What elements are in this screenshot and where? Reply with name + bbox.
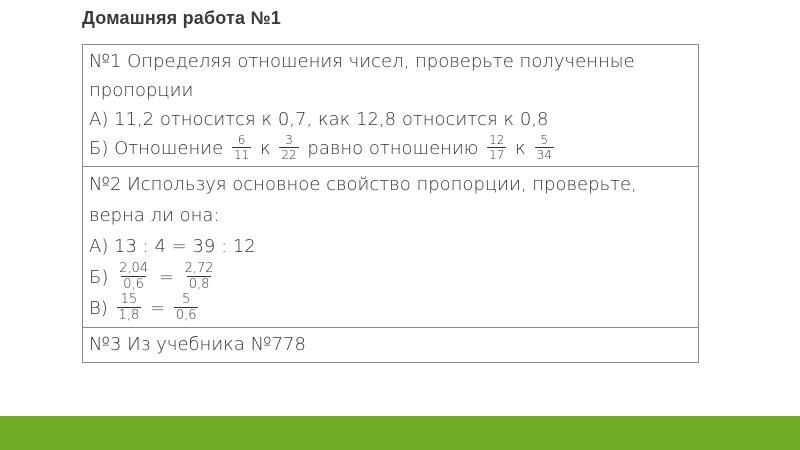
fraction-denominator: 0,6 bbox=[175, 308, 197, 323]
fraction-numerator: 15 bbox=[120, 292, 138, 307]
fraction-15-over-1-8 bbox=[117, 293, 142, 323]
fraction-5-34 bbox=[535, 134, 554, 162]
task-2-line-2: верна ли она: bbox=[89, 205, 220, 226]
task-1-item-b bbox=[89, 134, 692, 163]
task-3-cell bbox=[83, 328, 699, 363]
fraction-numerator: 6 bbox=[237, 133, 246, 147]
task-3-row bbox=[83, 328, 699, 363]
fraction-numerator: 2,04 bbox=[119, 261, 149, 276]
fraction-3-22 bbox=[279, 134, 298, 162]
fraction-denominator: 34 bbox=[536, 148, 552, 162]
task-1-item-a: А) 11,2 относится к 0,7, как 12,8 относится к 0,8 bbox=[89, 109, 549, 130]
page-title: Домашняя работа №1 bbox=[82, 8, 281, 28]
fraction-5-over-0-6 bbox=[174, 293, 199, 323]
task-1-item-b-middle: равно отношению bbox=[307, 138, 479, 159]
fraction-12-17 bbox=[487, 134, 506, 162]
task-3-text: №3 Из учебника №778 bbox=[89, 334, 306, 355]
task-2-item-b-label: Б) bbox=[89, 267, 109, 288]
task-1-row bbox=[83, 45, 699, 167]
fraction-numerator: 5 bbox=[182, 292, 191, 307]
fraction-2-04-over-0-6 bbox=[117, 262, 150, 292]
fraction-numerator: 2,72 bbox=[184, 261, 214, 276]
task-2-item-b bbox=[89, 262, 692, 293]
fraction-denominator: 22 bbox=[281, 148, 297, 162]
task-1-line-2: пропорции bbox=[89, 80, 194, 101]
task-2-item-c-label: В) bbox=[89, 298, 108, 319]
fraction-denominator: 1,8 bbox=[118, 308, 140, 323]
fraction-denominator: 11 bbox=[233, 148, 250, 162]
task-1-item-b-prefix: Б) Отношение bbox=[89, 138, 224, 159]
equals-sign: = bbox=[158, 267, 174, 288]
fraction-numerator: 12 bbox=[489, 133, 505, 147]
fraction-denominator: 0,8 bbox=[188, 277, 210, 292]
homework-table bbox=[82, 44, 699, 363]
fraction-denominator: 17 bbox=[489, 148, 505, 162]
task-2-item-a: А) 13 : 4 = 39 : 12 bbox=[89, 236, 256, 257]
task-2-cell bbox=[83, 167, 699, 328]
fraction-numerator: 5 bbox=[540, 133, 549, 147]
fraction-6-11 bbox=[232, 134, 251, 162]
equals-sign: = bbox=[149, 298, 166, 319]
task-2-line-1: №2 Используя основное свойство пропорции, проверьте, bbox=[89, 174, 637, 195]
fraction-2-72-over-0-8 bbox=[183, 262, 216, 292]
fraction-denominator: 0,6 bbox=[123, 277, 144, 292]
task-1-line-1: №1 Определяя отношения чисел, проверьте полученные bbox=[89, 51, 635, 72]
task-2-item-c bbox=[89, 293, 692, 324]
word-k: к bbox=[259, 138, 271, 159]
fraction-numerator: 3 bbox=[285, 133, 293, 147]
word-k: к bbox=[515, 138, 526, 159]
accent-footer-band bbox=[0, 416, 800, 450]
task-1-cell bbox=[83, 45, 699, 167]
task-2-row bbox=[83, 167, 699, 328]
